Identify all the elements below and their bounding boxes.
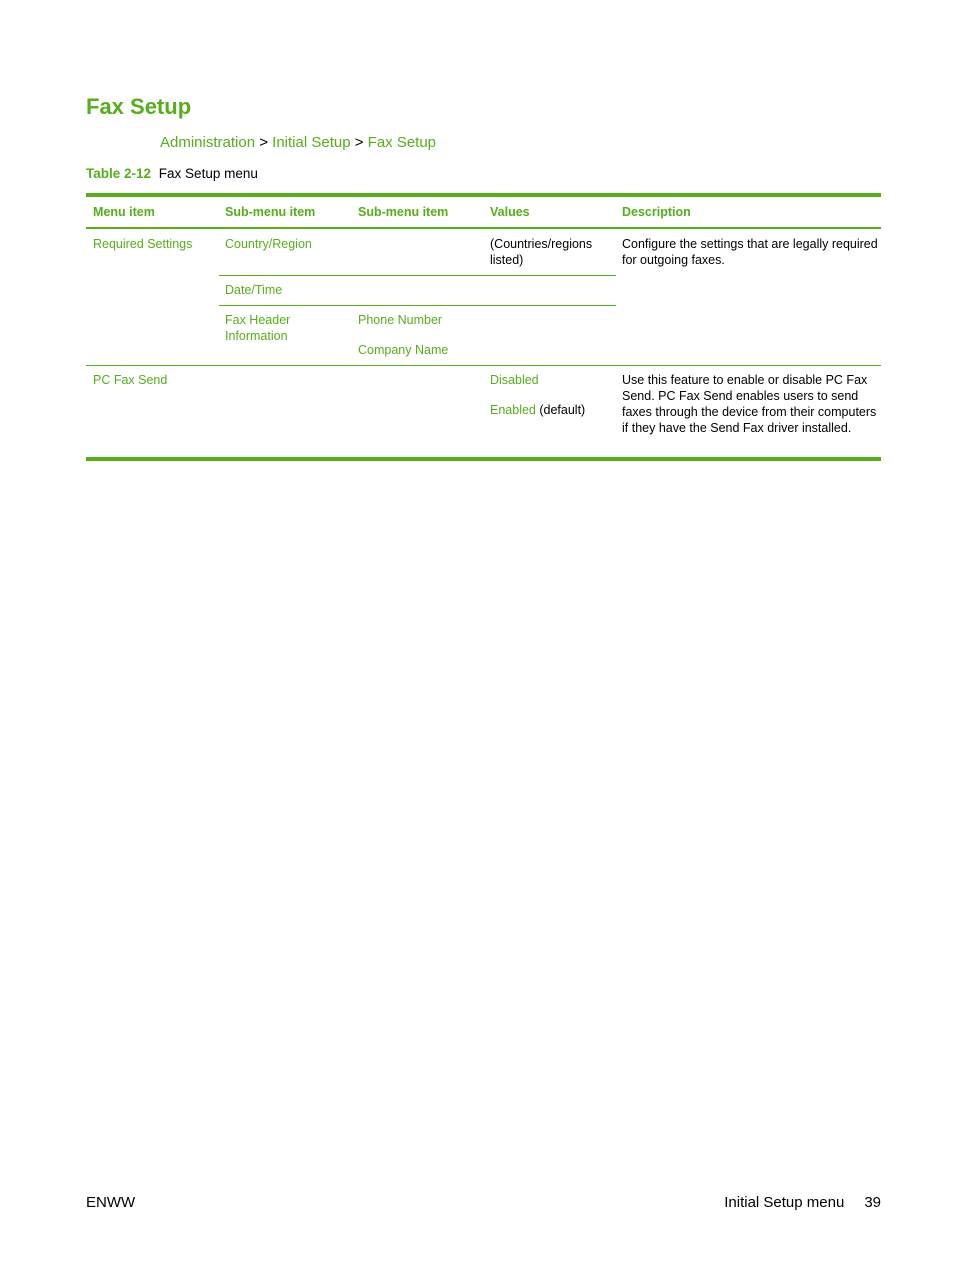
table-caption-number: Table 2-12	[86, 166, 152, 181]
footer-right	[724, 1193, 881, 1213]
table-caption	[86, 165, 258, 183]
sub-menu-item-company-name[interactable]: Company Name	[358, 343, 449, 357]
footer-left-label: ENWW	[86, 1194, 136, 1211]
row-divider	[219, 305, 616, 306]
description-required-settings: Configure the settings that are legally required for outgoing faxes.	[622, 237, 878, 267]
menu-item-required-settings[interactable]: Required Settings	[93, 237, 193, 251]
column-header-values: Values	[490, 205, 530, 219]
value-enabled-default	[490, 402, 610, 418]
row-divider	[86, 365, 881, 366]
description-pc-fax-send: Use this feature to enable or disable PC Fax Send. PC Fax Send enables users to send faxes through the device from their computers if they have the Send Fax driver installed.	[622, 373, 877, 435]
column-header-menu-item: Menu item	[93, 205, 155, 219]
breadcrumb	[160, 133, 436, 153]
page-title: Fax Setup	[86, 94, 192, 119]
value-disabled[interactable]: Disabled	[490, 373, 539, 387]
value-default-suffix: (default)	[539, 403, 586, 417]
column-header-sub-menu-item-1: Sub-menu item	[225, 205, 316, 219]
breadcrumb-separator: >	[259, 134, 268, 151]
sub-menu-item-phone-number[interactable]: Phone Number	[358, 313, 443, 327]
table-top-rule	[86, 193, 881, 197]
value-enabled[interactable]: Enabled	[490, 403, 536, 417]
sub-menu-item-date-time[interactable]: Date/Time	[225, 283, 283, 297]
header-rule	[86, 227, 881, 229]
page-number: 39	[864, 1194, 881, 1211]
footer-section-title: Initial Setup menu	[724, 1194, 845, 1211]
table-caption-title: Fax Setup menu	[158, 166, 258, 181]
table-bottom-rule	[86, 457, 881, 461]
value-countries-listed: (Countries/regions listed)	[490, 237, 593, 267]
sub-menu-item-country-region[interactable]: Country/Region	[225, 237, 312, 251]
row-divider	[219, 275, 616, 276]
breadcrumb-item-initial-setup[interactable]: Initial Setup	[272, 134, 351, 151]
column-header-sub-menu-item-2: Sub-menu item	[358, 205, 449, 219]
menu-item-pc-fax-send[interactable]: PC Fax Send	[93, 373, 168, 387]
column-header-description: Description	[622, 205, 691, 219]
sub-menu-item-fax-header-information[interactable]: Fax Header Information	[225, 313, 291, 343]
breadcrumb-item-fax-setup[interactable]: Fax Setup	[367, 134, 437, 151]
breadcrumb-item-administration[interactable]: Administration	[160, 134, 256, 151]
breadcrumb-separator: >	[354, 134, 364, 151]
